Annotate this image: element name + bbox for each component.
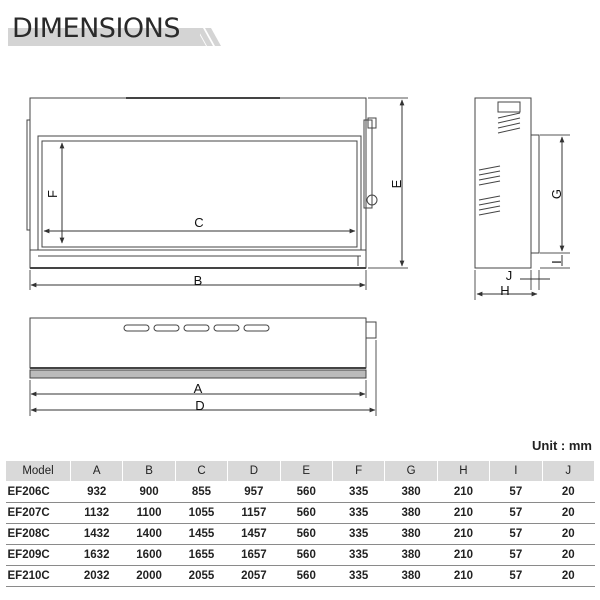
cell: 57 [490, 566, 542, 587]
table-row [6, 503, 595, 524]
page-title: DIMENSIONS [12, 13, 180, 44]
col-b: B [123, 461, 175, 482]
cell: 1132 [71, 503, 123, 524]
dim-a-label: A [193, 381, 203, 396]
side-view [475, 98, 539, 268]
cell: 900 [123, 482, 175, 503]
cell: 560 [280, 524, 332, 545]
cell: 560 [280, 503, 332, 524]
cell: 2055 [175, 566, 227, 587]
dim-h-label: H [500, 283, 510, 298]
table-row [6, 545, 595, 566]
col-e: E [280, 461, 332, 482]
dim-i-label: I [549, 260, 564, 264]
cell: 380 [385, 524, 437, 545]
cell: 57 [490, 545, 542, 566]
col-i: I [490, 461, 542, 482]
cell: 335 [332, 482, 384, 503]
dimensions-table [5, 460, 595, 587]
cell: 1432 [71, 524, 123, 545]
table-row [6, 566, 595, 587]
table-row [6, 482, 595, 503]
cell: 335 [332, 503, 384, 524]
cell: 20 [542, 482, 594, 503]
front-view [27, 98, 377, 268]
cell-model: EF207C [6, 503, 71, 524]
col-h: H [437, 461, 489, 482]
col-a: A [71, 461, 123, 482]
cell: 210 [437, 545, 489, 566]
dim-g-label: G [549, 188, 564, 200]
dim-d-label: D [195, 398, 205, 413]
cell: 560 [280, 482, 332, 503]
cell: 855 [175, 482, 227, 503]
unit-note: Unit : mm [532, 438, 592, 453]
cell: 20 [542, 524, 594, 545]
cell: 57 [490, 482, 542, 503]
col-j: J [542, 461, 594, 482]
table-header-row [6, 461, 595, 482]
cell: 1100 [123, 503, 175, 524]
col-model: Model [6, 461, 71, 482]
cell-model: EF209C [6, 545, 71, 566]
cell: 1400 [123, 524, 175, 545]
cell: 57 [490, 524, 542, 545]
cell: 1457 [228, 524, 280, 545]
cell: 1657 [228, 545, 280, 566]
table-row [6, 524, 595, 545]
cell: 1655 [175, 545, 227, 566]
cell-model: EF208C [6, 524, 71, 545]
cell: 210 [437, 503, 489, 524]
cell: 335 [332, 566, 384, 587]
cell: 2032 [71, 566, 123, 587]
cell: 20 [542, 503, 594, 524]
cell: 560 [280, 545, 332, 566]
dim-e-label: E [389, 179, 404, 189]
cell-model: EF210C [6, 566, 71, 587]
dim-b-label: B [193, 273, 203, 288]
cell: 380 [385, 545, 437, 566]
cell: 57 [490, 503, 542, 524]
cell-model: EF206C [6, 482, 71, 503]
cell: 20 [542, 545, 594, 566]
cell: 1600 [123, 545, 175, 566]
cell: 957 [228, 482, 280, 503]
col-c: C [175, 461, 227, 482]
dim-f-label: F [45, 190, 60, 198]
col-g: G [385, 461, 437, 482]
cell: 335 [332, 545, 384, 566]
top-view [30, 318, 376, 378]
cell: 560 [280, 566, 332, 587]
col-d: D [228, 461, 280, 482]
cell: 210 [437, 566, 489, 587]
col-f: F [332, 461, 384, 482]
cell: 1455 [175, 524, 227, 545]
cell: 335 [332, 524, 384, 545]
cell: 1055 [175, 503, 227, 524]
cell: 1632 [71, 545, 123, 566]
cell: 1157 [228, 503, 280, 524]
cell: 20 [542, 566, 594, 587]
cell: 380 [385, 503, 437, 524]
cell: 2000 [123, 566, 175, 587]
cell: 380 [385, 566, 437, 587]
cell: 2057 [228, 566, 280, 587]
cell: 932 [71, 482, 123, 503]
cell: 380 [385, 482, 437, 503]
dim-j-label: J [505, 268, 513, 283]
dim-c-label: C [194, 215, 204, 230]
cell: 210 [437, 524, 489, 545]
cell: 210 [437, 482, 489, 503]
